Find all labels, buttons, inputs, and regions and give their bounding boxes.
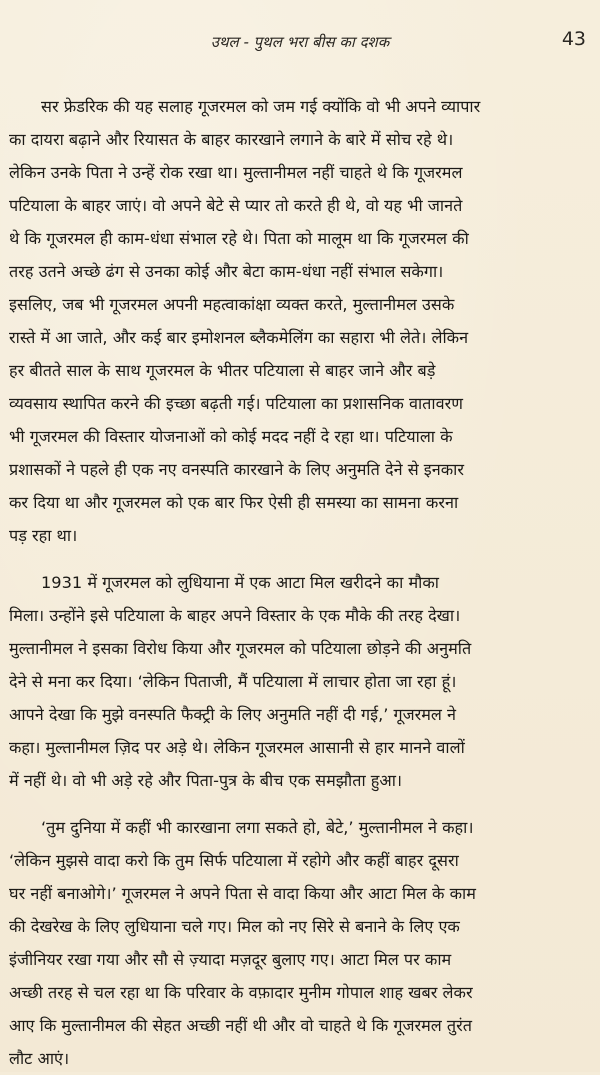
text-line: मिला। उन्होंने इसे पटियाला के बाहर अपने विस्तार के एक मौके की तरह देखा। xyxy=(9,606,461,625)
text-line: व्यवसाय स्थापित करने की इच्छा बढ़ती गई। पटियाला का प्रशासनिक वातावरण xyxy=(9,394,463,413)
text-line: ‘तुम दुनिया में कहीं भी कारखाना लगा सकते हो, बेटे,’ मुल्तानीमल ने कहा। xyxy=(41,818,474,837)
text-line: कर दिया था और गूजरमल को एक बार फिर ऐसी ही समस्या का सामना करना xyxy=(9,493,459,512)
text-line: आपने देखा कि मुझे वनस्पति फैक्ट्री के लिए अनुमति नहीं दी गई,’ गूजरमल ने xyxy=(9,705,457,724)
paragraph-gap xyxy=(9,797,593,811)
text-line: थे कि गूजरमल ही काम-धंधा संभाल रहे थे। पिता को मालूम था कि गूजरमल की xyxy=(9,229,469,248)
text-line: भी गूजरमल की विस्तार योजनाओं को कोई मदद नहीं दे रहा था। पटियाला के xyxy=(9,427,453,446)
paragraph xyxy=(9,90,593,552)
text-line: रास्ते में आ जाते, और कई बार इमोशनल ब्लैकमेलिंग का सहारा भी लेते। लेकिन xyxy=(9,328,469,347)
text-line: में नहीं थे। वो भी अड़े रहे और पिता-पुत्र के बीच एक समझौता हुआ। xyxy=(9,771,403,790)
text-line: लेकिन उनके पिता ने उन्हें रोक रखा था। मुल्तानीमल नहीं चाहते थे कि गूजरमल xyxy=(9,163,463,182)
text-line: आए कि मुल्तानीमल की सेहत अच्छी नहीं थी और वो चाहते थे कि गूजरमल तुरंत xyxy=(9,1016,472,1035)
text-line: घर नहीं बनाओगे।’ गूजरमल ने अपने पिता से वादा किया और आटा मिल के काम xyxy=(9,884,476,903)
text-line: लौट आएं। xyxy=(9,1049,70,1068)
text-line: अच्छी तरह से चल रहा था कि परिवार के वफ़ादार मुनीम गोपाल शाह खबर लेकर xyxy=(9,983,473,1002)
text-line: पटियाला के बाहर जाएं। वो अपने बेटे से प्यार तो करते ही थे, वो यह भी जानते xyxy=(9,196,463,215)
text-line: पड़ रहा था। xyxy=(9,526,78,545)
text-line: इंजीनियर रखा गया और सौ से ज़्यादा मज़दूर बुलाए गए। आटा मिल पर काम xyxy=(9,950,452,969)
text-line: की देखरेख के लिए लुधियाना चले गए। मिल को नए सिरे से बनाने के लिए एक xyxy=(9,917,460,936)
paragraph-gap xyxy=(9,552,593,566)
text-line: देने से मना कर दिया। ‘लेकिन पिताजी, मैं पटियाला में लाचार होता जा रहा हूं। xyxy=(9,672,457,691)
text-line: 1931 में गूजरमल को लुधियाना में एक आटा मिल खरीदने का मौका xyxy=(41,573,439,592)
running-title: उथल - पुथल भरा बीस का दशक xyxy=(210,33,390,51)
text-line: तरह उतने अच्छे ढंग से उनका कोई और बेटा काम-धंधा नहीं संभाल सकेगा। xyxy=(9,262,444,281)
text-line: कहा। मुल्तानीमल ज़िद पर अड़े थे। लेकिन गूजरमल आसानी से हार मानने वालों xyxy=(9,738,465,757)
text-line: मुल्तानीमल ने इसका विरोध किया और गूजरमल को पटियाला छोड़ने की अनुमति xyxy=(9,639,472,658)
text-line: ‘लेकिन मुझसे वादा करो कि तुम सिर्फ पटियाला में रहोगे और कहीं बाहर दूसरा xyxy=(9,851,459,870)
body-text xyxy=(9,90,593,1075)
page-number: 43 xyxy=(561,28,586,50)
page-header xyxy=(0,28,600,62)
text-line: हर बीतते साल के साथ गूजरमल के भीतर पटियाला से बाहर जाने और बड़े xyxy=(9,361,436,380)
text-line: सर फ्रेडरिक की यह सलाह गूजरमल को जम गई क्योंकि वो भी अपने व्यापार xyxy=(41,97,481,116)
text-line: प्रशासकों ने पहले ही एक नए वनस्पति कारखाने के लिए अनुमति देने से इनकार xyxy=(9,460,464,479)
paragraph xyxy=(9,811,593,1075)
text-line: का दायरा बढ़ाने और रियासत के बाहर कारखाने लगाने के बारे में सोच रहे थे। xyxy=(9,130,454,149)
text-line: इसलिए, जब भी गूजरमल अपनी महत्वाकांक्षा व्यक्त करते, मुल्तानीमल उसके xyxy=(9,295,455,314)
paragraph xyxy=(9,566,593,797)
